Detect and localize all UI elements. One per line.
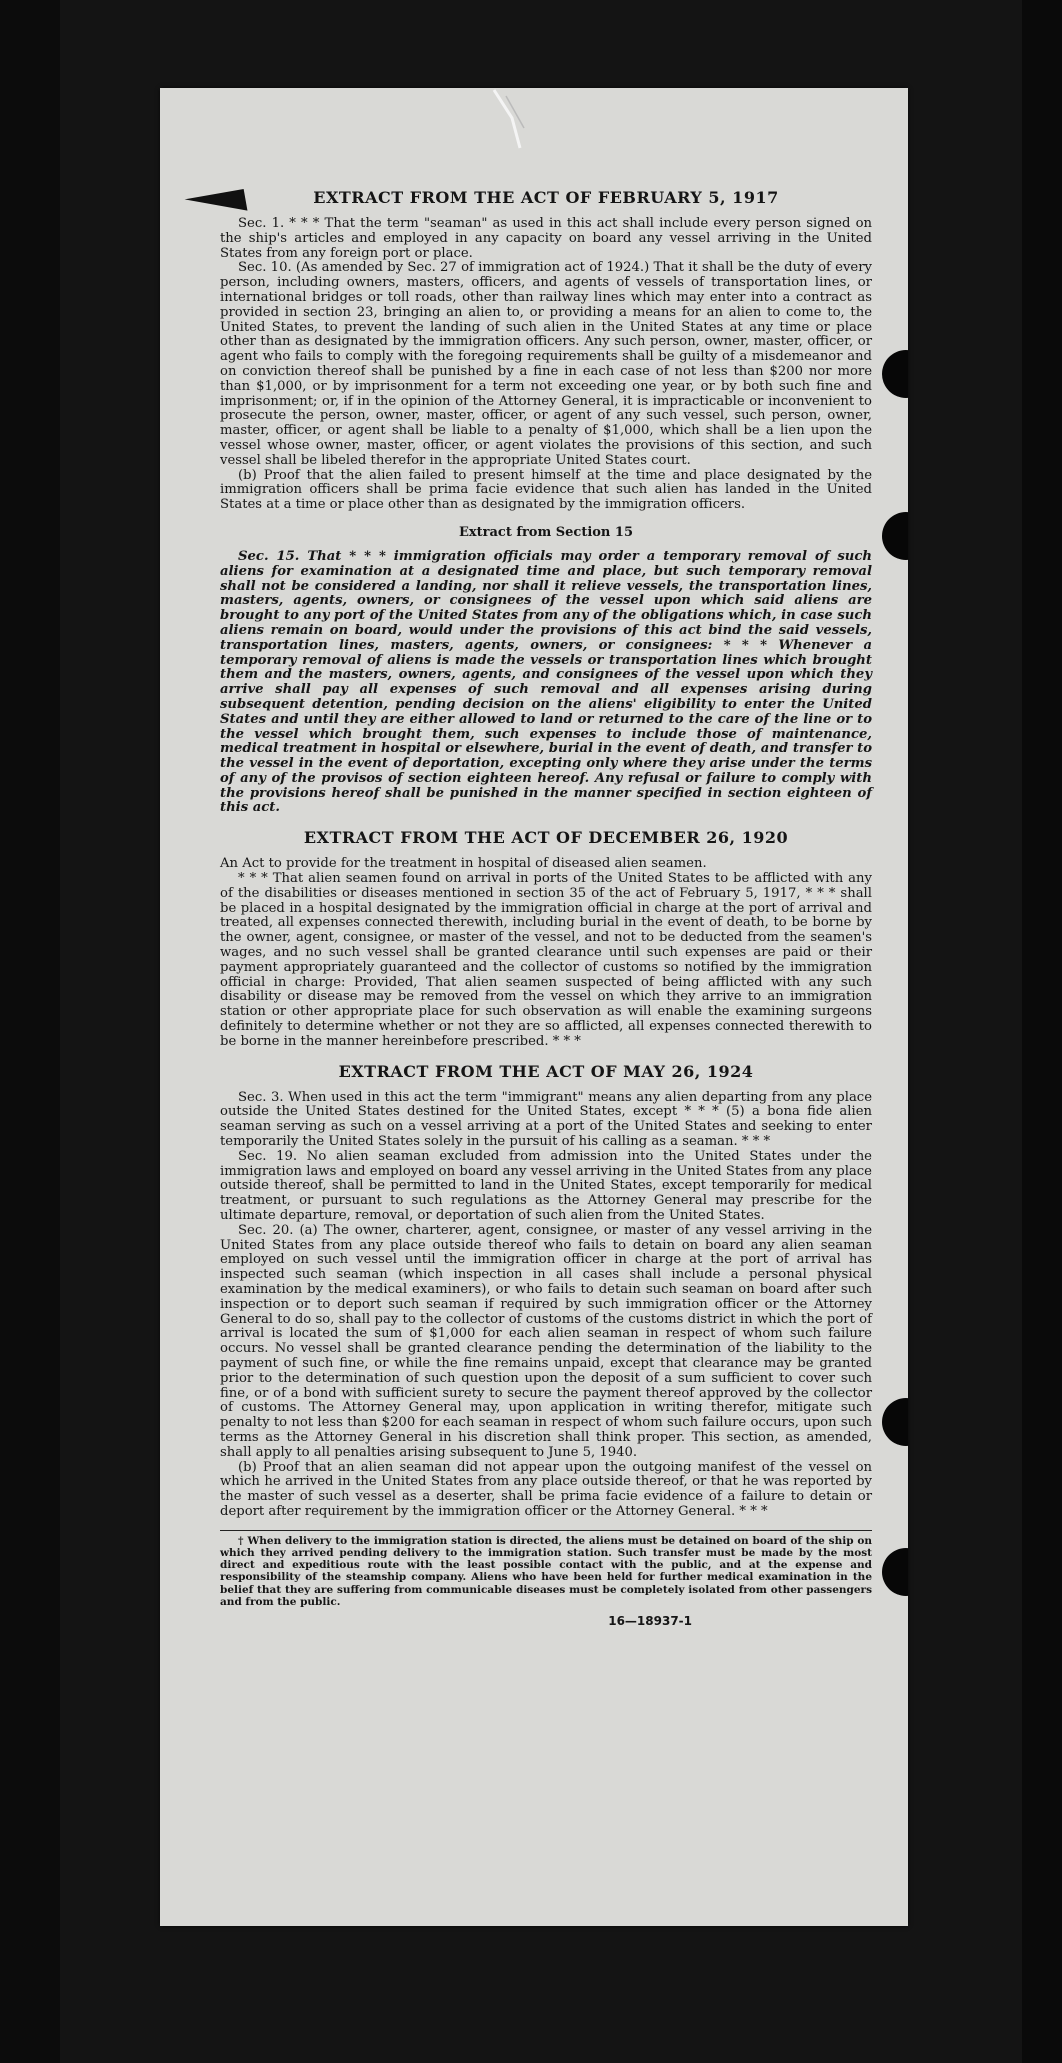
- paragraph: Sec. 10. (As amended by Sec. 27 of immigration act of 1924.) That it shall be the duty of every person, including owners, masters, officers, and agents of vessels of transportation lines, or international bridges or toll roads, other than railway lines which may enter into a contract as provided in section 23, bringing an alien to, or providing a means for an alien to come to, the United States, to prevent the landing of such alien in the United States at any time or place other than as designated by the immigration officers. Any such person, owner, master, officer, or agent who fails to comply with the foregoing requirements shall be guilty of a misdemeanor and on conviction thereof shall be punished by a fine in each case of not less than $200 nor more than $1,000, or by imprisonment for a term not exceeding one year, or by both such fine and imprisonment; or, if in the opinion of the Attorney General, it is impracticable or inconvenient to prosecute the person, owner, master, officer, or agent of any such vessel, such person, owner, master, officer, or agent shall be liable to a penalty of $1,000, which shall be a lien upon the vessel whose owner, master, officer, or agent violates the provisions of this section, and such vessel shall be libeled therefor in the appropriate United States court.: [220, 260, 872, 468]
- form-number: 16—18937-1: [608, 1613, 692, 1628]
- punch-hole: [882, 350, 908, 398]
- document-page: [160, 88, 908, 1926]
- paragraph: (b) Proof that the alien failed to present himself at the time and place designated by the immigration officers shall be prima facie evidence that such alien has landed in the United States at a time or place other than as designated by the immigration officers.: [220, 467, 872, 513]
- paragraph: Sec. 15. That * * * immigration officials may order a temporary removal of such aliens for examination at a designated time and place, but such temporary removal shall not be considered a landing, nor shall it relieve vessels, the transportation lines, masters, agents, owners, or consignees of the vessel upon which said aliens are brought to any port of the United States from any of the obligations which, in case such aliens remain on board, would under the provisions of this act bind the said vessels, transportation lines, masters, agents, owners, or consignees: * * * Whenever a temporary removal of aliens is made the vessels or transportation lines which brought them and the masters, owners, agents, and consignees of the vessel upon which they arrive shall pay all expenses of such removal and all expenses arising during subsequent detention, pending decision on the aliens' eligibility to enter the United States and until they are either allowed to land or returned to the care of the line or to the vessel which brought them, such expenses to include those of maintenance, medical treatment in hospital or elsewhere, burial in the event of death, and transfer to the vessel in the event of deportation, excepting only where they arise under the terms of any of the provisos of section eighteen hereof. Any refusal or failure to comply with the provisions hereof shall be punished in the manner specified in section eighteen of this act.: [220, 548, 872, 816]
- paragraph: An Act to provide for the treatment in hospital of diseased alien seamen.: [220, 856, 707, 872]
- section-heading: EXTRACT FROM THE ACT OF DECEMBER 26, 1920: [303, 828, 789, 848]
- section-heading: EXTRACT FROM THE ACT OF MAY 26, 1924: [338, 1061, 754, 1081]
- scan-border-right: [1022, 0, 1062, 2063]
- footnote-divider: [220, 1530, 872, 1531]
- scratch-mark: [490, 88, 530, 158]
- document-body: [220, 188, 872, 1628]
- scan-border-left: [0, 0, 60, 2063]
- footnote-text: † When delivery to the immigration station is directed, the aliens must be detained on board of the ship on which they arrived pending delivery to the immigration station. Such transfer must be made by the most direct and expeditious route with the least possible contact with the public, and at the expense and responsibility of the steamship company. Aliens who have been held for further medical examination in the belief that they are suffering from communicable diseases must be completely isolated from other passengers and from the public.: [220, 1534, 872, 1608]
- punch-hole: [882, 512, 908, 560]
- paragraph: * * * That alien seamen found on arrival in ports of the United States to be afflicted with any of the disabilities or diseases mentioned in section 35 of the act of February 5, 1917, * * * shall be placed in a hospital designated by the immigration official in charge at the port of arrival and treated, all expenses connected therewith, including burial in the event of death, to be borne by the owner, agent, consignee, or master of the vessel, and not to be deducted from the seamen's wages, and no such vessel shall be granted clearance until such expenses are paid or their payment appropriately guaranteed and the collector of customs so notified by the immigration official in charge: Provided, That alien seamen suspected of being afflicted with any such disability or disease may be removed from the vessel on which they arrive to an immigration station or other appropriate place for such observation as will enable the examining surgeons definitely to determine whether or not they are so afflicted, all expenses connected therewith to be borne in the manner hereinbefore prescribed. * * *: [220, 871, 872, 1049]
- punch-hole: [882, 1398, 908, 1446]
- footnote: [220, 1535, 872, 1608]
- section-heading: EXTRACT FROM THE ACT OF FEBRUARY 5, 1917: [313, 188, 779, 207]
- paragraph: Sec. 1. * * * That the term "seaman" as used in this act shall include every person signed on the ship's articles and employed in any capacity on board any vessel arriving in the United States from any foreign port or place.: [220, 216, 872, 261]
- paragraph: Sec. 3. When used in this act the term "immigrant" means any alien departing from any place outside the United States destined for the United States, except * * * (5) a bona fide alien seaman serving as such on a vessel arriving at a port of the United States and seeking to enter temporarily the United States solely in the pursuit of his calling as a seaman. * * *: [220, 1089, 872, 1150]
- punch-hole: [882, 1548, 908, 1596]
- paragraph: (b) Proof that an alien seaman did not appear upon the outgoing manifest of the vessel on which he arrived in the United States from any place outside thereof, or that he was reported by the master of such vessel as a deserter, shall be prima facie evidence of a failure to detain or deport after requirement by the immigration officer or the Attorney General. * * *: [220, 1459, 872, 1519]
- subsection-heading: Extract from Section 15: [458, 524, 634, 540]
- paragraph: Sec. 20. (a) The owner, charterer, agent, consignee, or master of any vessel arriving in the United States from any place outside thereof who fails to detain on board any alien seaman employed on such vessel until the immigration officer in charge at the port of arrival has inspected such seaman (which inspection in all cases shall include a personal physical examination by the medical examiners), or who fails to detain such seaman on board after such inspection or to deport such seaman if required by such immigration officer or the Attorney General to do so, shall pay to the collector of customs of the customs district in which the port of arrival is located the sum of $1,000 for each alien seaman in respect of whom such failure occurs. No vessel shall be granted clearance pending the determination of the liability to the payment of such fine, or while the fine remains unpaid, except that clearance may be granted prior to the determination of such question upon the deposit of a sum sufficient to cover such fine, or of a bond with sufficient surety to secure the payment thereof approved by the collector of customs. The Attorney General may, upon application in writing therefor, mitigate such penalty to not less than $200 for each seaman in respect of whom such failure occurs, upon such terms as the Attorney General in his discretion shall think proper. This section, as amended, shall apply to all penalties arising subsequent to June 5, 1940.: [220, 1222, 872, 1460]
- paragraph: Sec. 19. No alien seaman excluded from admission into the United States under the immigration laws and employed on board any vessel arriving in the United States from any place outside thereof, shall be permitted to land in the United States, except temporarily for medical treatment, or pursuant to such regulations as the Attorney General may prescribe for the ultimate departure, removal, or deportation of such alien from the United States.: [220, 1148, 872, 1224]
